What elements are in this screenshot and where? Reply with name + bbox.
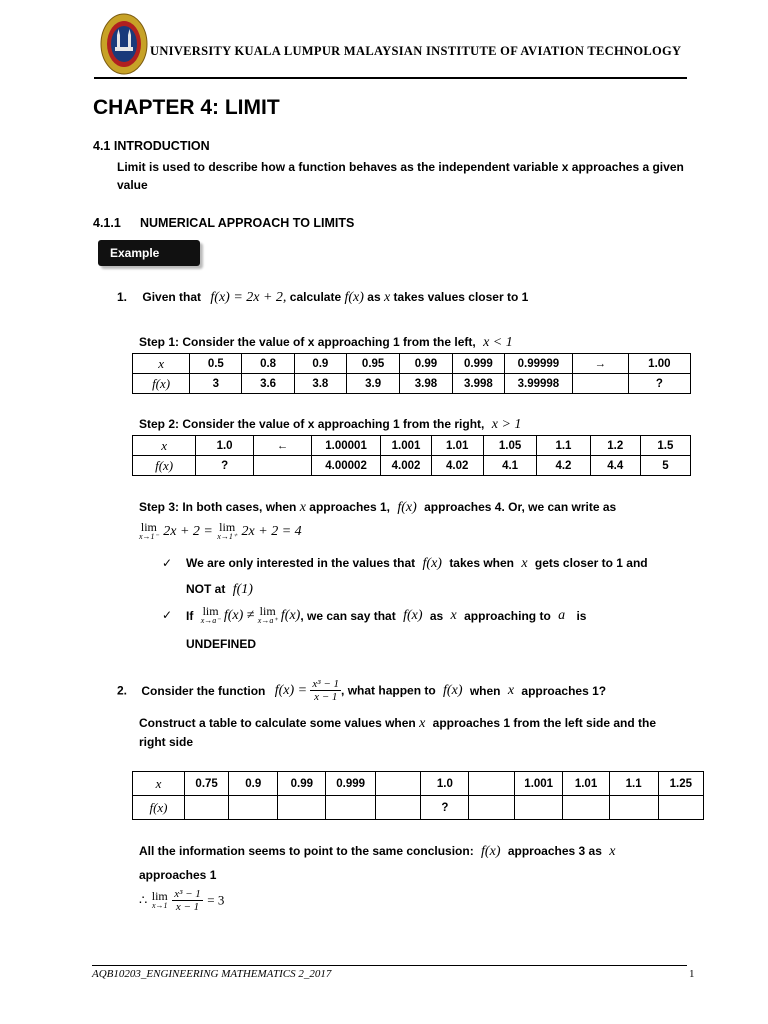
table-cell: 4.1 [483, 456, 536, 476]
q2-fraction-denominator: x − 1 [314, 691, 338, 703]
q2-conclusion-text-b: approaches 3 as [507, 844, 602, 858]
q2-fraction-numerator: x³ − 1 [312, 678, 340, 690]
x-row-label: x [133, 354, 190, 374]
table-cell: → [572, 354, 628, 374]
lim-subscript-right: x→1⁺ [217, 532, 238, 541]
lim-symbol: lim [140, 520, 157, 534]
fraction-numerator: x³ − 1 [174, 888, 201, 900]
table-cell: 1.1 [609, 772, 658, 796]
table-cell [609, 796, 658, 820]
q1-calculate: calculate [289, 290, 342, 304]
table-cell: 3 [190, 374, 242, 394]
q1-line [117, 290, 528, 306]
bullet1-f1: f(1) [232, 582, 253, 597]
table-cell [469, 772, 515, 796]
table-row [133, 772, 704, 796]
q2-fx: f(x) [443, 682, 463, 698]
table-cell [375, 796, 421, 820]
numerical-heading: NUMERICAL APPROACH TO LIMITS [140, 216, 355, 230]
table-row [133, 374, 691, 394]
step2-text: Step 2: Consider the value of x approaching 1 from the right, [139, 417, 485, 431]
step2-line [139, 417, 521, 433]
bullet1-text-d: NOT at [186, 582, 226, 596]
table-cell: 4.002 [381, 456, 431, 476]
intro-text: Limit is used to describe how a function behaves as the independent variable x approaches a given value [117, 160, 684, 192]
table-cell: 1.001 [381, 436, 431, 456]
table-cell: 1.0 [196, 436, 254, 456]
footer-divider [92, 965, 687, 966]
q2-table [132, 771, 704, 820]
table-cell: 3.98 [400, 374, 452, 394]
table-cell: 3.6 [242, 374, 294, 394]
table-cell: ? [196, 456, 254, 476]
table-cell: 0.9 [294, 354, 346, 374]
step1-line [139, 335, 513, 351]
bullet2-fx: f(x) [403, 608, 423, 623]
q2-number: 2. [117, 683, 128, 698]
numerical-heading-number: 4.1.1 [93, 216, 121, 230]
lim-subscript-right: x→a⁺ [257, 616, 278, 625]
q2-construct-x: x [419, 716, 426, 731]
q2-construct-text-b: approaches 1 from the left side and the [432, 716, 657, 730]
table-cell: 0.5 [190, 354, 242, 374]
q2-text-a: Consider the function [141, 683, 266, 698]
q2-x: x [507, 682, 515, 698]
table-row [133, 436, 691, 456]
table-cell [572, 374, 628, 394]
table-cell: 0.999 [452, 354, 505, 374]
table-cell: 1.001 [514, 772, 562, 796]
table-cell [326, 796, 375, 820]
limit-result: = 3 [207, 892, 225, 908]
table-cell: 5 [640, 456, 690, 476]
table-cell: 1.2 [590, 436, 640, 456]
table-cell: 1.25 [658, 772, 703, 796]
table-cell: 1.5 [640, 436, 690, 456]
table-cell [514, 796, 562, 820]
lim-symbol: lim [219, 520, 236, 534]
bullet2-text-b: , we can say that [300, 609, 396, 623]
table-cell [253, 456, 311, 476]
table-cell: 0.9 [229, 772, 278, 796]
step3-text-b: approaches 1, [309, 500, 390, 514]
table-cell [229, 796, 278, 820]
q1-as: as [367, 290, 381, 304]
table-cell: 1.1 [537, 436, 590, 456]
bullet1-fx: f(x) [422, 556, 442, 571]
step1-condition: x < 1 [483, 335, 513, 350]
bullet1-text-b: takes when [449, 556, 515, 570]
table-cell: 4.00002 [311, 456, 381, 476]
step3-x: x [299, 500, 306, 515]
table-cell: 0.75 [184, 772, 228, 796]
table-cell: 0.999 [326, 772, 375, 796]
check-icon: ✓ [162, 608, 173, 622]
limit-left-expression: 2x + 2 = [163, 524, 213, 539]
bullet2-undefined: UNDEFINED [186, 637, 257, 651]
step3-text-c: approaches 4. Or, we can write as [424, 500, 617, 514]
table-cell: 4.02 [431, 456, 483, 476]
q2-conclusion [139, 844, 615, 860]
table-cell: 0.99999 [505, 354, 572, 374]
table-cell: 1.05 [483, 436, 536, 456]
step2-table [132, 435, 691, 476]
footer-course: AQB10203_ENGINEERING MATHEMATICS 2_2017 [92, 968, 332, 980]
table-cell [658, 796, 703, 820]
table-cell: ? [421, 796, 469, 820]
q2-conclusion-line2: approaches 1 [139, 868, 217, 882]
table-cell: 3.8 [294, 374, 346, 394]
table-cell [469, 796, 515, 820]
lim-subscript-left: x→a⁻ [200, 616, 221, 625]
table-row [133, 796, 704, 820]
step1-table [132, 353, 691, 394]
q1-x: x [383, 290, 391, 305]
table-cell: 4.2 [537, 456, 590, 476]
step1-text: Step 1: Consider the value of x approaching 1 from the left, [139, 335, 476, 349]
page-number: 1 [689, 968, 695, 980]
q2-line1 [117, 678, 606, 703]
q2-line2 [139, 716, 656, 732]
therefore-symbol: ∴ [139, 892, 148, 908]
q2-conclusion-text-a: All the information seems to point to the same conclusion: [139, 844, 474, 858]
q1-rest: takes values closer to 1 [393, 290, 529, 304]
fx-row-label: f(x) [133, 374, 190, 394]
q2-line3: right side [139, 735, 194, 749]
fx-row-label: f(x) [133, 796, 185, 820]
x-row-label: x [133, 436, 196, 456]
table-cell [375, 772, 421, 796]
bullet2-text-c: as [429, 609, 444, 623]
table-cell: ← [253, 436, 311, 456]
bullet2-text-e: is [576, 609, 587, 623]
bullet1-x: x [521, 556, 528, 571]
q2-text-d: approaches 1? [521, 683, 607, 698]
table-cell: 1.01 [563, 772, 609, 796]
table-cell: 3.998 [452, 374, 505, 394]
institution-name: UNIVERSITY KUALA LUMPUR MALAYSIAN INSTITUTE OF AVIATION TECHNOLOGY [150, 44, 682, 58]
table-cell: 3.9 [346, 374, 399, 394]
bullet2-text-a: If [186, 609, 194, 623]
lim-symbol: lim [151, 888, 168, 903]
table-cell [563, 796, 609, 820]
q2-fx-eq: f(x) = [274, 682, 308, 698]
step2-condition: x > 1 [491, 417, 522, 432]
table-cell: 4.4 [590, 456, 640, 476]
table-cell [184, 796, 228, 820]
bullet1-text-c: gets closer to 1 and [534, 556, 648, 570]
table-cell: ? [628, 374, 690, 394]
table-cell: 1.00001 [311, 436, 381, 456]
q1-number: 1. [117, 290, 128, 304]
bullet2-fx-left: f(x) ≠ [223, 608, 255, 623]
step3-fx: f(x) [397, 500, 417, 515]
check-icon: ✓ [162, 556, 173, 570]
bullet1-text-a: We are only interested in the values that [186, 556, 416, 570]
header-divider [94, 77, 687, 79]
table-cell: 0.95 [346, 354, 399, 374]
lim-symbol: lim [202, 604, 219, 618]
step3-text-a: Step 3: In both cases, when [139, 500, 297, 514]
q1-given: Given that [142, 290, 202, 304]
table-cell: 0.99 [278, 772, 326, 796]
q2-final-limit [139, 888, 224, 913]
bullet1-line2 [186, 582, 253, 598]
lim-subscript: x→1 [151, 900, 168, 910]
q2-text-b: , what happen to [341, 683, 436, 698]
lim-subscript-left: x→1⁻ [139, 532, 159, 541]
x-row-label: x [133, 772, 185, 796]
table-cell [278, 796, 326, 820]
limit-right-expression: 2x + 2 = 4 [241, 524, 302, 539]
table-cell: 0.99 [400, 354, 452, 374]
table-cell: 3.99998 [505, 374, 572, 394]
intro-heading: 4.1 INTRODUCTION [93, 139, 210, 153]
chapter-title: CHAPTER 4: LIMIT [93, 96, 280, 119]
lim-symbol: lim [259, 604, 276, 618]
table-cell: 1.0 [421, 772, 469, 796]
table-cell: 0.8 [242, 354, 294, 374]
q2-conclusion-fx: f(x) [481, 844, 501, 859]
q2-conclusion-x: x [609, 844, 616, 859]
bullet2-fx-right: f(x) [280, 608, 301, 623]
table-cell: 1.00 [628, 354, 690, 374]
fx-row-label: f(x) [133, 456, 196, 476]
q1-fx: f(x) [344, 290, 364, 305]
q2-text-c: when [469, 683, 501, 698]
table-row [133, 456, 691, 476]
university-logo [100, 13, 148, 75]
bullet2-a: a [558, 608, 566, 623]
bullet2-text-d: approaching to [464, 609, 551, 623]
q2-construct-text-a: Construct a table to calculate some values when [139, 716, 416, 730]
step3-limit-expression [139, 522, 302, 542]
fraction-denominator: x − 1 [175, 901, 200, 913]
step3-line [139, 500, 616, 516]
bullet2-x: x [450, 608, 457, 623]
bullet1-line1 [186, 556, 648, 572]
example-label: Example [98, 240, 200, 266]
table-cell: 1.01 [431, 436, 483, 456]
bullet2-line1 [186, 606, 586, 626]
q1-function: f(x) = 2x + 2, [210, 290, 287, 305]
table-row [133, 354, 691, 374]
